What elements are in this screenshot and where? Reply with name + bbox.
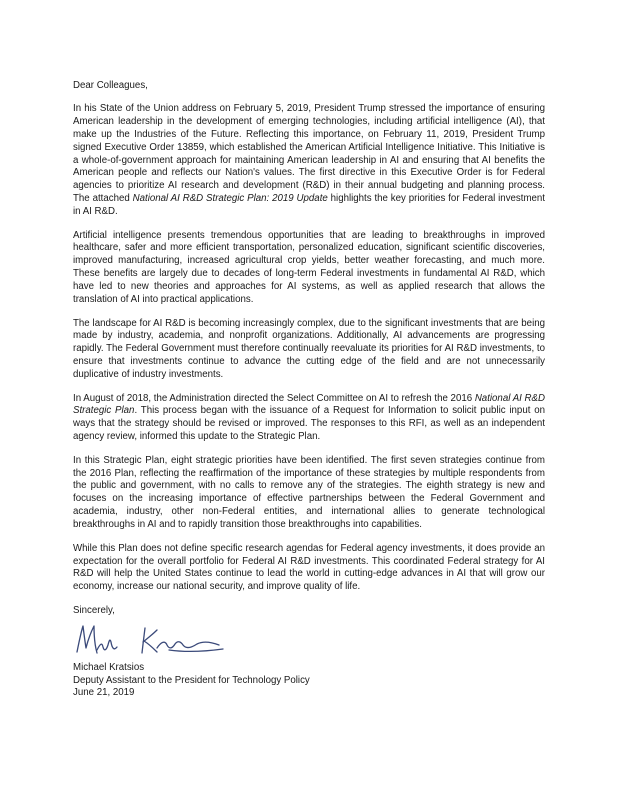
signature-image [73,620,233,660]
letter-body [73,80,545,700]
signature-stroke-ratsios [157,641,219,647]
signer-name: Michael Kratsios [73,661,145,673]
signature-block [73,662,545,701]
signature-stroke-k [142,628,157,653]
paragraph-4-text-b: . This process began with the issuance of a Request for Information to solicit public input on ways that the strategy should be revised or improved. The responses to this RFI, as well as an independent agency review, informed this update to the Strategic Plan. [73,405,545,443]
paragraph-1-text-b: highlights the key priorities for Federal investment in AI R&D. [73,193,545,218]
letter-date: June 21, 2019 [73,687,135,699]
signature-stroke-m [77,626,97,653]
paragraph-1 [73,103,545,219]
signer-title: Deputy Assistant to the President for Technology Policy [73,674,310,686]
signature-stroke-ichael [97,640,117,650]
closing: Sincerely, [73,604,115,616]
salutation: Dear Colleagues, [73,80,148,91]
signature-stroke-underline [169,649,223,651]
paragraph-6: While this Plan does not define specific research agendas for Federal agency investments, it does provide an expectation for the overall portfolio for Federal AI R&D investments. This coordinated Federal strategy for AI R&D will help the United States continue to lead the world in cutting-edge advances in AI that will grow our economy, increase our national security, and improve quality of life. [73,542,545,593]
plan-title-2019: National AI R&D Strategic Plan: 2019 Update [132,193,328,205]
plan-title-2016: National AI R&D Strategic Plan [73,392,545,417]
paragraph-1-text-a: In his State of the Union address on February 5, 2019, President Trump stressed the importance of ensuring American leadership in the development of emerging technologies, including artificial intelligence (AI), that make up the Industries of the Future. Reflecting this importance, on February 11, 2019, President Trump signed Executive Order 13859, which established the American Artificial Intelligence Initiative. This Initiative is a whole-of-government approach for maintaining American leadership in AI and ensuring that AI benefits the American people and reflects our Nation's values. The first directive in this Executive Order is for Federal agencies to prioritize AI research and development (R&D) in their annual budgeting and planning process. The attached [73,102,545,205]
paragraph-2: Artificial intelligence presents tremendous opportunities that are leading to breakthroughs in improved healthcare, safer and more efficient transportation, personalized education, significant scientific discoveries, improved manufacturing, increased agricultural crop yields, better weather forecasting, and much more. These benefits are largely due to decades of long-term Federal investments in fundamental AI R&D, which have led to new theories and approaches for AI systems, as well as applied research that allows the translation of AI into practical applications. [73,229,545,306]
paragraph-4 [73,393,545,445]
paragraph-3: The landscape for AI R&D is becoming increasingly complex, due to the significant investments that are being made by industry, academia, and nonprofit organizations. Additionally, AI advancements are progressing rapidly. The Federal Government must therefore continually reevaluate its priorities for AI R&D investments, to ensure that investments continue to advance the cutting edge of the field and are not unnecessarily duplicative of industry investments. [73,317,545,381]
paragraph-5: In this Strategic Plan, eight strategic priorities have been identified. The first seven strategies continue from the 2016 Plan, reflecting the reaffirmation of the importance of these strategies by multiple respondents from the public and government, with no calls to remove any of the strategies. The eighth strategy is new and focuses on the increasing importance of effective partnerships between the Federal Government and academia, industry, other non-Federal entities, and international allies to generate technological breakthroughs in AI and to rapidly transition those breakthroughs into capabilities. [73,454,545,531]
paragraph-4-text-a: In August of 2018, the Administration directed the Select Committee on AI to refresh the 2016 [73,392,475,404]
